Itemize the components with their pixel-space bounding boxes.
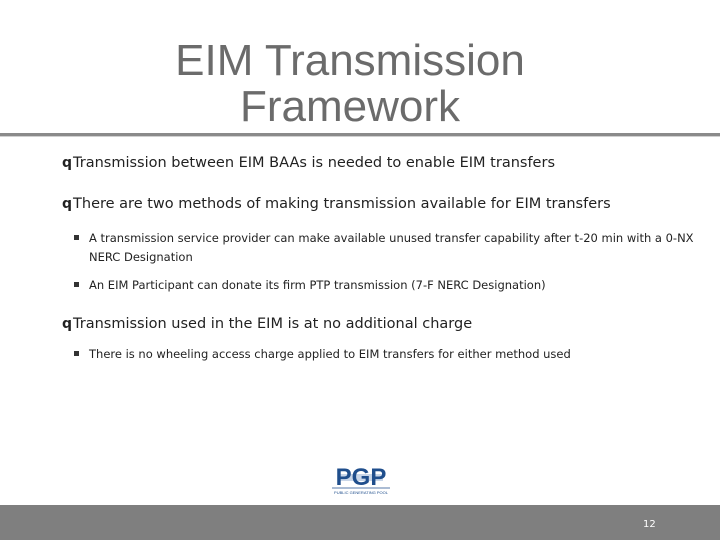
bullet-marker: q xyxy=(62,316,73,332)
sub-bullet-2 xyxy=(74,276,704,295)
logo-tagline: PUBLIC GENERATING POOL xyxy=(334,490,388,495)
square-bullet-icon xyxy=(74,351,79,356)
square-bullet-icon xyxy=(74,282,79,287)
slide-title xyxy=(130,38,570,130)
bullet-marker: q xyxy=(62,196,73,212)
page-number: 12 xyxy=(643,519,656,530)
title-line-1: EIM Transmission xyxy=(175,36,525,85)
bullet-marker: q xyxy=(62,155,73,171)
sub-bullet-3 xyxy=(74,345,704,364)
footer-bar xyxy=(0,505,720,540)
bullet-2 xyxy=(62,196,611,212)
sub-bullet-1 xyxy=(74,229,704,267)
title-divider-shadow xyxy=(0,136,720,137)
square-bullet-icon xyxy=(74,235,79,240)
logo-letters: PGP xyxy=(335,464,387,491)
bullet-1 xyxy=(62,155,555,171)
bullet-text: There are two methods of making transmission available for EIM transfers xyxy=(73,196,611,212)
bullet-text: Transmission between EIM BAAs is needed to enable EIM transfers xyxy=(73,155,555,171)
bullet-3 xyxy=(62,316,472,332)
pgp-logo xyxy=(330,462,392,496)
bullet-text: Transmission used in the EIM is at no additional charge xyxy=(73,316,473,332)
sub-bullet-text: A transmission service provider can make available unused transfer capability after t-20 min with a 0-NX NERC Designation xyxy=(89,231,694,264)
sub-bullet-text: There is no wheeling access charge applied to EIM transfers for either method used xyxy=(89,347,571,361)
title-line-2: Framework xyxy=(239,82,461,131)
sub-bullet-text: An EIM Participant can donate its firm PTP transmission (7-F NERC Designation) xyxy=(89,278,546,292)
